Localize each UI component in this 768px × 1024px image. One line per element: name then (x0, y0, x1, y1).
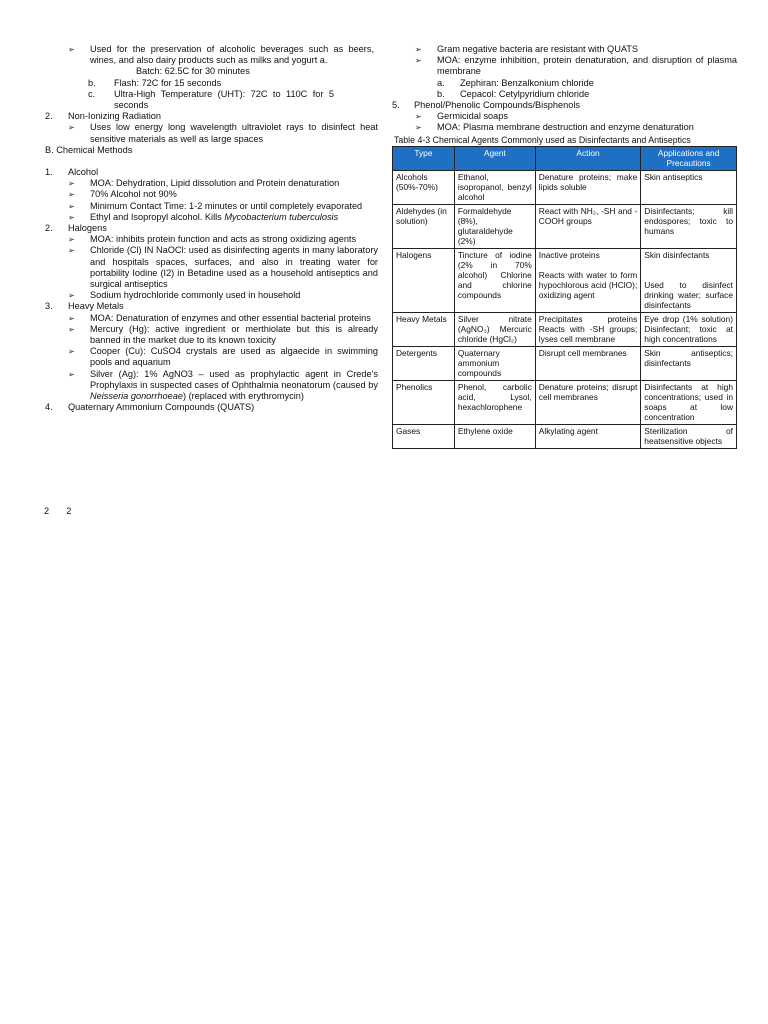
pasteurization-uht-text: Ultra-High Temperature (UHT): 72C to 110C for 5 seconds (114, 88, 334, 111)
phenol-soaps-text: Germicidal soaps (437, 111, 508, 122)
table-caption: Table 4-3 Chemical Agents Commonly used as Disinfectants and Antiseptics (394, 134, 691, 145)
quats-heading (40, 402, 378, 413)
alcohol-types-text: Ethyl and Isopropyl alcohol. Kills (90, 211, 225, 222)
silver-organism-text: Neisseria gonorrhoeae (90, 391, 183, 402)
table-row (393, 170, 737, 204)
list-number: 5. (392, 100, 400, 111)
alcohol-organism-text: Mycobacterium tuberculosis (224, 211, 339, 222)
alcohol-contact-time-text: Minimum Contact Time: 1-2 minutes or until completely evaporated (90, 200, 363, 211)
page-number: 2 (44, 506, 50, 516)
arrow-bullet-icon: ➢ (68, 291, 75, 301)
chemical-agents-table (392, 135, 737, 449)
pasteurization-batch-text: Batch: 62.5C for 30 minutes (136, 66, 250, 77)
phenol-heading-text: Phenol/Phenolic Compounds/Bisphenols (414, 100, 580, 111)
quats-bullet (392, 55, 737, 77)
cell-type: Phenolics (393, 380, 455, 424)
non-ionizing-heading (40, 111, 378, 122)
arrow-bullet-icon: ➢ (68, 347, 75, 357)
table-row (393, 424, 737, 448)
cell-applications: Disinfectants; kill endospores; toxic to humans (641, 204, 737, 248)
zephiran-text: Zephiran: Benzalkonium chloride (460, 77, 594, 88)
column-header-agent: Agent (454, 146, 535, 170)
section-chemical-methods (40, 145, 378, 156)
arrow-bullet-icon: ➢ (68, 201, 75, 211)
arrow-bullet-icon: ➢ (68, 212, 75, 222)
cell-type: Gases (393, 424, 455, 448)
quats-moa-text: MOA: enzyme inhibition, protein denaturation, and disruption of plasma membrane (437, 55, 737, 77)
right-column (392, 44, 737, 449)
cell-agent: Phenol, carbolic acid, Lysol, hexachlorophene (454, 380, 535, 424)
list-number: 4. (45, 402, 53, 413)
list-number: 2. (45, 111, 53, 122)
list-number: 1. (45, 167, 53, 178)
table-row (393, 346, 737, 380)
cell-action: Precipitates proteins Reacts with -SH groups; lyses cell membrane (535, 312, 641, 346)
cell-type: Heavy Metals (393, 312, 455, 346)
column-header-action: Action (535, 146, 641, 170)
quats-bullet (392, 44, 737, 55)
silver-text-end: ) (replaced with erythromycin) (182, 391, 304, 402)
cell-applications: Skin antiseptics; disinfectants (641, 346, 737, 380)
halogens-bullet (40, 245, 378, 290)
copper-text: Cooper (Cu): CuSO4 crystals are used as algaecide in swimming pools and aquarium (90, 346, 378, 368)
alcohol-heading-text: Alcohol (68, 167, 99, 178)
alcohol-bullet (40, 189, 378, 200)
arrow-bullet-icon: ➢ (68, 179, 75, 189)
pasteurization-uht (40, 89, 334, 111)
pasteurization-batch (40, 66, 378, 77)
arrow-bullet-icon: ➢ (68, 235, 75, 245)
pasteurization-bullet (40, 44, 374, 66)
arrow-bullet-icon: ➢ (415, 123, 422, 133)
arrow-bullet-icon: ➢ (68, 246, 75, 256)
arrow-bullet-icon: ➢ (415, 112, 422, 122)
list-marker: c. (88, 88, 96, 99)
arrow-bullet-icon: ➢ (68, 45, 75, 54)
heavy-metals-bullet (40, 313, 378, 324)
cell-action: Inactive proteins Reacts with water to form hypochlorous acid (HClO); oxidizing agent (535, 248, 641, 312)
cell-applications: Sterilization of heatsensitive objects (641, 424, 737, 448)
section-chemical-methods-text: B. Chemical Methods (45, 144, 133, 155)
quats-example (392, 78, 737, 89)
table-row (393, 380, 737, 424)
table-row (393, 248, 737, 312)
alcohol-concentration-text: 70% Alcohol not 90% (90, 189, 177, 200)
cell-type: Aldehydes (in solution) (393, 204, 455, 248)
pasteurization-flash (40, 78, 378, 89)
cell-agent: Silver nitrate (AgNO₃) Mercuric chloride (HgCl₂) (454, 312, 535, 346)
quats-example (392, 89, 737, 100)
page-footer (44, 506, 71, 517)
alcohol-bullet (40, 178, 378, 189)
column-header-type: Type (393, 146, 455, 170)
cell-type: Detergents (393, 346, 455, 380)
left-column (40, 44, 378, 414)
cell-action: Denature proteins; disrupt cell membranes (535, 380, 641, 424)
list-marker: a. (437, 77, 445, 88)
arrow-bullet-icon: ➢ (68, 190, 75, 200)
cell-agent: Ethylene oxide (454, 424, 535, 448)
halogens-bullet (40, 290, 378, 301)
arrow-bullet-icon: ➢ (415, 56, 422, 66)
list-number: 3. (45, 301, 53, 312)
alcohol-bullet (40, 212, 378, 223)
table-row (393, 312, 737, 346)
heavy-metals-bullet (40, 369, 378, 403)
cell-action: Denature proteins; make lipids soluble (535, 170, 641, 204)
non-ionizing-text: Uses low energy long wavelength ultraviolet rays to disinfect heat sensitive materials as well as large spaces (90, 122, 378, 144)
pasteurization-flash-text: Flash: 72C for 15 seconds (114, 77, 222, 88)
list-marker: b. (88, 77, 96, 88)
heavy-metals-bullet (40, 324, 378, 346)
cell-type: Alcohols (50%-70%) (393, 170, 455, 204)
halogens-heading-text: Halogens (68, 223, 107, 234)
table-header-row (393, 146, 737, 170)
arrow-bullet-icon: ➢ (68, 324, 75, 334)
pasteurization-text: Used for the preservation of alcoholic beverages such as beers, wines, and also dairy products such as milks and yogurt a. (90, 44, 374, 66)
quats-resistance-text: Gram negative bacteria are resistant with QUATS (437, 44, 639, 54)
arrow-bullet-icon: ➢ (68, 313, 75, 323)
silver-text: Silver (Ag): 1% AgNO3 – used as prophylactic agent in Crede's Prophylaxis in suspected cases of Ophthalmia neonatorum (caused by (90, 368, 378, 390)
cell-applications: Disinfectants at high concentrations; used in soaps at low concentration (641, 380, 737, 424)
cell-applications: Skin disinfectants Used to disinfect drinking water; surface disinfectants (641, 248, 737, 312)
list-number: 2. (45, 223, 53, 234)
page-number: 2 (66, 506, 72, 516)
cell-action: Disrupt cell membranes (535, 346, 641, 380)
heavy-metals-heading-text: Heavy Metals (68, 301, 124, 312)
column-header-applications: Applications and Precautions (641, 146, 737, 170)
phenol-bullet (392, 111, 737, 122)
arrow-bullet-icon: ➢ (415, 45, 422, 54)
halogens-bullet (40, 234, 378, 245)
quats-heading-text: Quaternary Ammonium Compounds (QUATS) (68, 402, 255, 413)
cell-applications: Eye drop (1% solution) Disinfectant; toxic at high concentrations (641, 312, 737, 346)
arrow-bullet-icon: ➢ (68, 369, 75, 379)
non-ionizing-bullet (40, 122, 378, 144)
alcohol-heading (40, 167, 378, 178)
heavy-metals-heading (40, 301, 378, 312)
alcohol-moa-text: MOA: Dehydration, Lipid dissolution and Protein denaturation (90, 178, 340, 189)
alcohol-bullet (40, 201, 378, 212)
halogens-chloride-text: Chloride (Cl) IN NaOCl: used as disinfecting agents in many laboratory and hospitals spaces, surfaces, and also in treating water for portability Iodine (I2) in Betadine used as a household antiseptics and surgical antiseptics (90, 245, 378, 290)
heavy-metals-bullet (40, 346, 378, 368)
cell-agent: Formaldehyde (8%), glutaraldehyde (2%) (454, 204, 535, 248)
phenol-heading (392, 100, 737, 111)
cell-type: Halogens (393, 248, 455, 312)
non-ionizing-heading-text: Non-Ionizing Radiation (68, 111, 161, 122)
arrow-bullet-icon: ➢ (68, 123, 75, 133)
cell-action: React with NH₂, -SH and -COOH groups (535, 204, 641, 248)
list-marker: b. (437, 88, 445, 99)
halogens-moa-text: MOA: inhibits protein function and acts as strong oxidizing agents (90, 234, 357, 245)
phenol-moa-text: MOA: Plasma membrane destruction and enzyme denaturation (437, 122, 694, 133)
mercury-text: Mercury (Hg): active ingredient or merthiolate but this is already banned in the market due to its known toxicity (90, 323, 378, 346)
table-row (393, 204, 737, 248)
phenol-bullet (392, 122, 737, 133)
heavy-metals-moa-text: MOA: Denaturation of enzymes and other essential bacterial proteins (90, 312, 371, 323)
cell-applications: Skin antiseptics (641, 170, 737, 204)
cell-agent: Ethanol, isopropanol, benzyl alcohol (454, 170, 535, 204)
cell-agent: Tincture of iodine (2% in 70% alcohol) Chlorine and chlorine compounds (454, 248, 535, 312)
cell-action: Alkylating agent (535, 424, 641, 448)
cell-agent: Quaternary ammonium compounds (454, 346, 535, 380)
halogens-household-text: Sodium hydrochloride commonly used in household (90, 290, 301, 301)
halogens-heading (40, 223, 378, 234)
cepacol-text: Cepacol: Cetylpyridium chloride (460, 88, 590, 99)
